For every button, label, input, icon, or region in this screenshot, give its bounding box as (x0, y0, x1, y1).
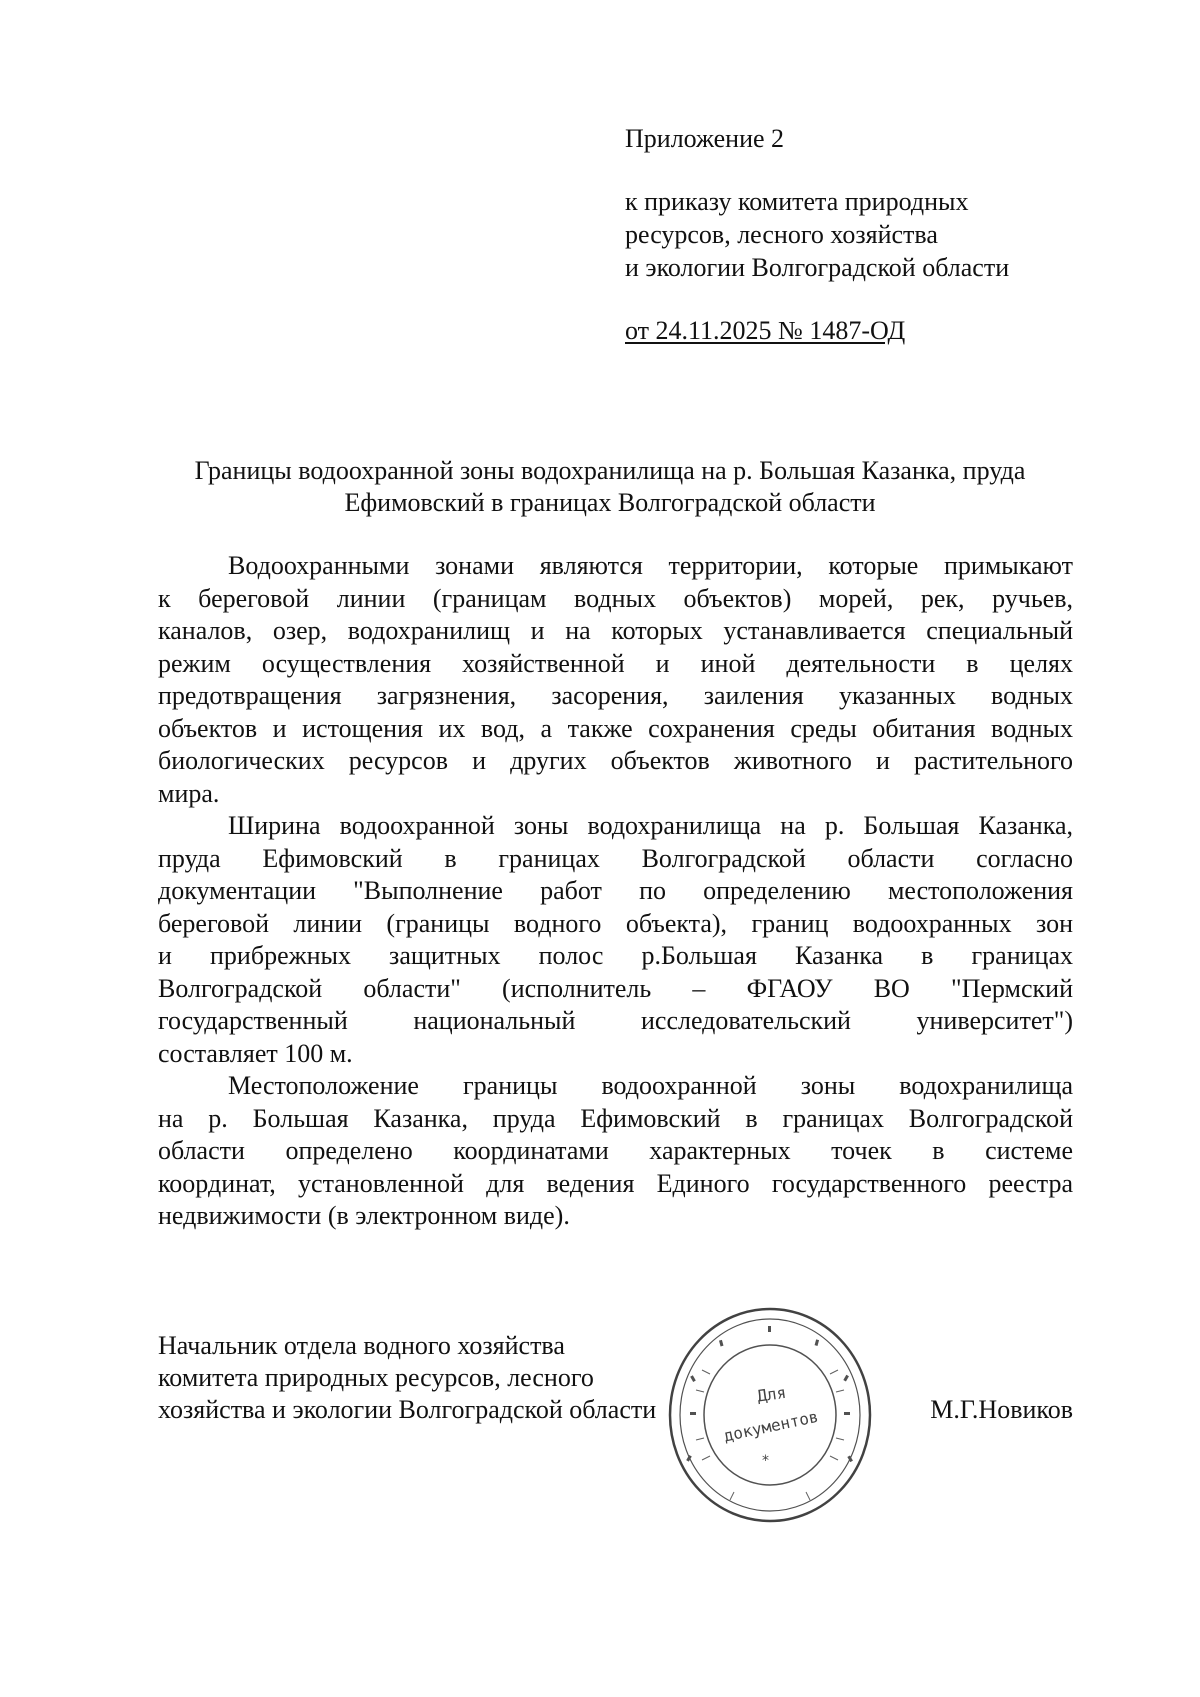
official-seal-stamp (660, 1300, 880, 1530)
paragraph-line: каналов, озер, водохранилищ и на которых устанавливается специальный (158, 616, 1073, 645)
signatory-position-line: комитета природных ресурсов, лесного (158, 1363, 594, 1392)
appendix-order-line: к приказу комитета природных (625, 187, 969, 216)
paragraph-line: к береговой линии (границам водных объектов) морей, рек, ручьев, (158, 583, 1073, 613)
paragraph-line: государственный национальный исследовательский университет") (158, 1006, 1073, 1035)
signature-block (158, 1330, 1073, 1426)
seal-text-line-2: документов (721, 1406, 821, 1446)
paragraph-line: предотвращения загрязнения, засорения, заиления указанных водных (158, 681, 1073, 710)
paragraph-line: биологических ресурсов и других объектов животного и растительного (158, 746, 1073, 775)
appendix-header (625, 122, 1105, 347)
paragraph-line: документации "Выполнение работ по определению местоположения (158, 876, 1073, 905)
paragraph-line: мира. (158, 778, 220, 808)
order-reference: от 24.11.2025 № 1487-ОД (625, 316, 906, 345)
paragraph-3 (158, 1070, 1073, 1233)
svg-text:*: * (762, 1453, 769, 1469)
document-body (158, 550, 1073, 1233)
signatory-position-line: Начальник отдела водного хозяйства (158, 1331, 565, 1360)
title-line: Ефимовский в границах Волгоградской области (344, 488, 876, 517)
paragraph-line: координат, установленной для ведения Единого государственного реестра (158, 1168, 1073, 1198)
paragraph-line: области определено координатами характерных точек в системе (158, 1136, 1073, 1165)
paragraph-line: недвижимости (в электронном виде). (158, 1201, 570, 1230)
paragraph-2 (158, 810, 1073, 1070)
paragraph-line: объектов и истощения их вод, а также сохранения среды обитания водных (158, 713, 1073, 743)
seal-text-line-1: Для (756, 1382, 788, 1406)
appendix-order-line: ресурсов, лесного хозяйства (625, 220, 938, 249)
paragraph-line: составляет 100 м. (158, 1038, 353, 1068)
title-line: Границы водоохранной зоны водохранилища на р. Большая Казанка, пруда (194, 456, 1026, 485)
document-title (150, 455, 1070, 519)
paragraph-line: режим осуществления хозяйственной и иной деятельности в целях (158, 648, 1073, 678)
paragraph-line: Водоохранными зонами являются территории, которые примыкают (228, 551, 1073, 580)
signatory-name: М.Г.Новиков (930, 1395, 1073, 1424)
paragraph-line: Местоположение границы водоохранной зоны водохранилища (228, 1071, 1073, 1100)
paragraph-line: и прибрежных защитных полос р.Большая Казанка в границах (158, 941, 1073, 970)
paragraph-line: береговой линии (границы водного объекта), границ водоохранных зон (158, 908, 1073, 938)
paragraph-line: Волгоградской области" (исполнитель – ФГАОУ ВО "Пермский (158, 973, 1073, 1003)
paragraph-line: Ширина водоохранной зоны водохранилища на р. Большая Казанка, (228, 811, 1073, 840)
appendix-order-line: и экологии Волгоградской области (625, 253, 1010, 282)
appendix-title: Приложение 2 (625, 124, 785, 153)
paragraph-line: на р. Большая Казанка, пруда Ефимовский в границах Волгоградской (158, 1103, 1073, 1133)
signatory-position-line: хозяйства и экологии Волгоградской области (158, 1395, 657, 1424)
paragraph-line: пруда Ефимовский в границах Волгоградской области согласно (158, 843, 1073, 873)
paragraph-1 (158, 550, 1073, 810)
